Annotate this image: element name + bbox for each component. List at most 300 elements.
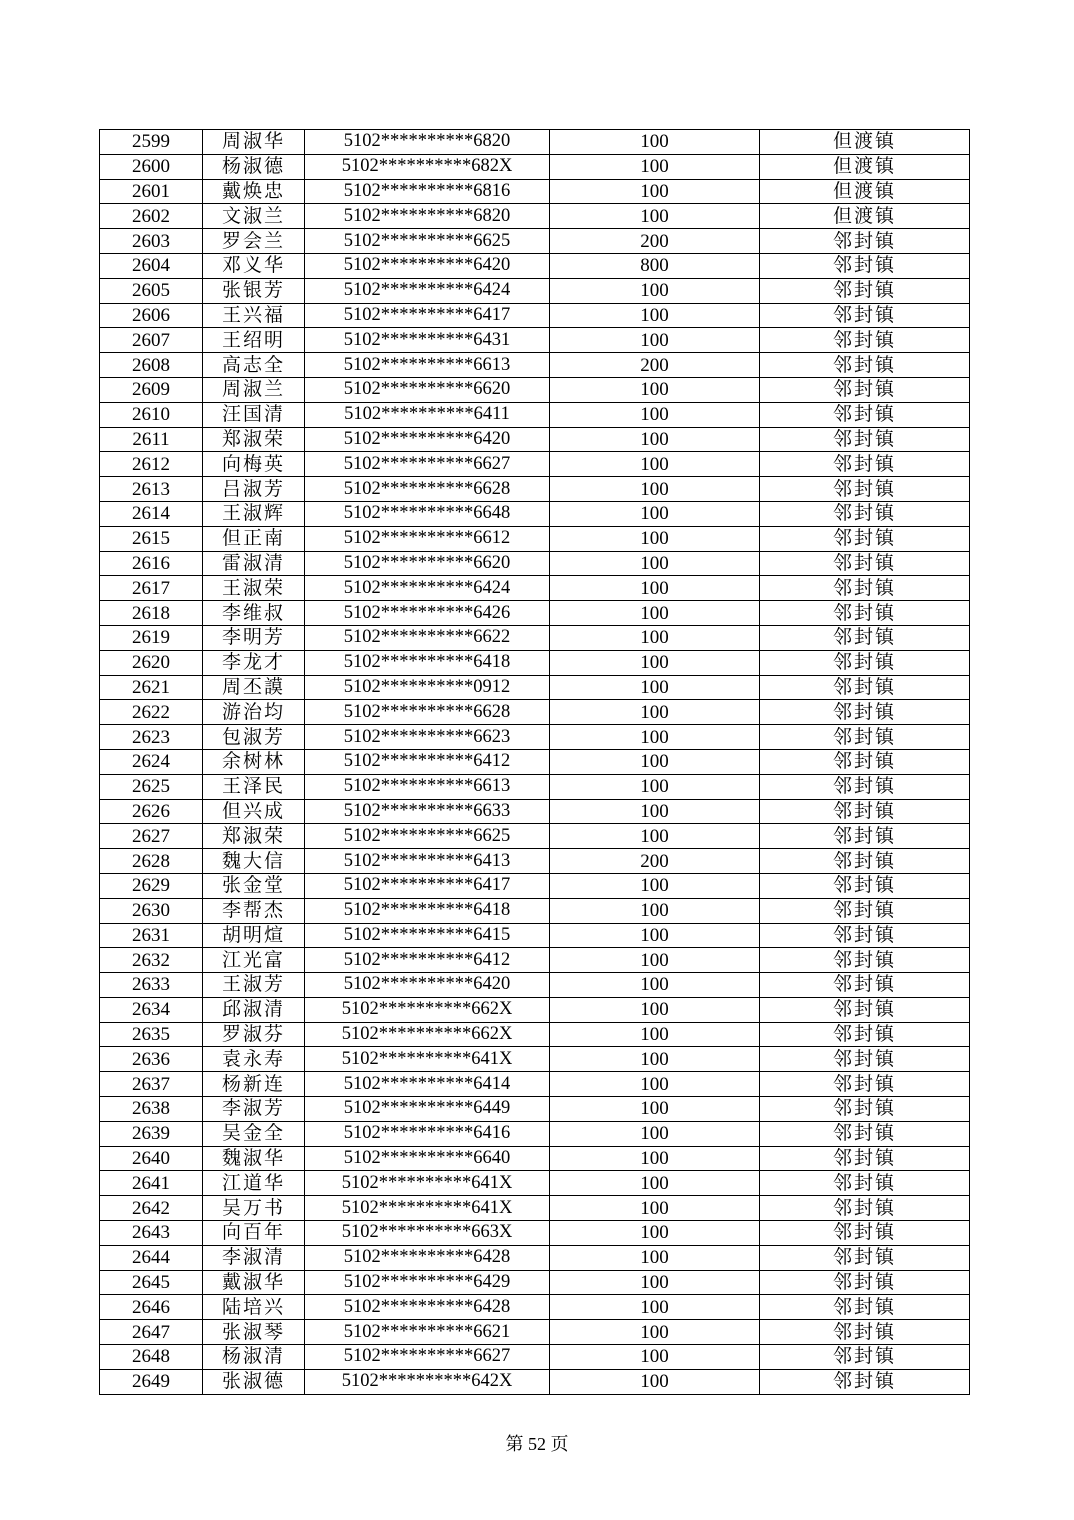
row-index-cell: 2601 [100, 179, 203, 204]
id-number-cell: 5102**********662X [305, 997, 550, 1022]
table-row [100, 1369, 970, 1394]
town-cell: 邻封镇 [760, 452, 970, 477]
town-cell: 邻封镇 [760, 873, 970, 898]
table-row [100, 774, 970, 799]
table-row [100, 1022, 970, 1047]
name-cell: 李淑清 [203, 1245, 305, 1270]
row-index-cell: 2626 [100, 799, 203, 824]
id-number-cell: 5102**********6414 [305, 1072, 550, 1097]
name-cell: 吕淑芳 [203, 477, 305, 502]
table-row [100, 402, 970, 427]
id-number-cell: 5102**********6420 [305, 253, 550, 278]
amount-cell: 100 [550, 799, 760, 824]
row-index-cell: 2600 [100, 154, 203, 179]
amount-cell: 100 [550, 402, 760, 427]
name-cell: 戴焕忠 [203, 179, 305, 204]
table-row [100, 328, 970, 353]
id-number-cell: 5102**********6628 [305, 477, 550, 502]
row-index-cell: 2614 [100, 501, 203, 526]
town-cell: 邻封镇 [760, 229, 970, 254]
table-row [100, 1196, 970, 1221]
town-cell: 邻封镇 [760, 1295, 970, 1320]
town-cell: 邻封镇 [760, 253, 970, 278]
table-row [100, 1047, 970, 1072]
amount-cell: 100 [550, 675, 760, 700]
table-row [100, 700, 970, 725]
table-row [100, 824, 970, 849]
town-cell: 邻封镇 [760, 427, 970, 452]
name-cell: 戴淑华 [203, 1270, 305, 1295]
id-number-cell: 5102**********6627 [305, 1345, 550, 1370]
id-number-cell: 5102**********6412 [305, 948, 550, 973]
town-cell: 邻封镇 [760, 1345, 970, 1370]
town-cell: 邻封镇 [760, 1221, 970, 1246]
table-row [100, 1121, 970, 1146]
name-cell: 李帮杰 [203, 898, 305, 923]
town-cell: 邻封镇 [760, 1072, 970, 1097]
town-cell: 邻封镇 [760, 1047, 970, 1072]
row-index-cell: 2641 [100, 1171, 203, 1196]
name-cell: 向梅英 [203, 452, 305, 477]
table-row [100, 452, 970, 477]
amount-cell: 100 [550, 1245, 760, 1270]
name-cell: 包淑芳 [203, 725, 305, 750]
table-row [100, 725, 970, 750]
row-index-cell: 2632 [100, 948, 203, 973]
row-index-cell: 2625 [100, 774, 203, 799]
town-cell: 邻封镇 [760, 774, 970, 799]
amount-cell: 100 [550, 154, 760, 179]
id-number-cell: 5102**********6620 [305, 377, 550, 402]
id-number-cell: 5102**********6621 [305, 1320, 550, 1345]
table-row [100, 948, 970, 973]
amount-cell: 100 [550, 1270, 760, 1295]
name-cell: 王兴福 [203, 303, 305, 328]
name-cell: 袁永寿 [203, 1047, 305, 1072]
table-row [100, 501, 970, 526]
name-cell: 向百年 [203, 1221, 305, 1246]
id-number-cell: 5102**********6424 [305, 576, 550, 601]
id-number-cell: 5102**********6418 [305, 650, 550, 675]
town-cell: 邻封镇 [760, 303, 970, 328]
table-row [100, 576, 970, 601]
town-cell: 邻封镇 [760, 526, 970, 551]
table-row [100, 1097, 970, 1122]
town-cell: 邻封镇 [760, 799, 970, 824]
name-cell: 李淑芳 [203, 1097, 305, 1122]
amount-cell: 100 [550, 1369, 760, 1394]
town-cell: 邻封镇 [760, 353, 970, 378]
name-cell: 魏淑华 [203, 1146, 305, 1171]
amount-cell: 100 [550, 1097, 760, 1122]
name-cell: 周淑兰 [203, 377, 305, 402]
name-cell: 张银芳 [203, 278, 305, 303]
town-cell: 邻封镇 [760, 675, 970, 700]
name-cell: 张淑德 [203, 1369, 305, 1394]
amount-cell: 100 [550, 625, 760, 650]
row-index-cell: 2633 [100, 973, 203, 998]
table-row [100, 278, 970, 303]
table-body [100, 130, 970, 1395]
town-cell: 邻封镇 [760, 997, 970, 1022]
amount-cell: 100 [550, 477, 760, 502]
table-row [100, 154, 970, 179]
row-index-cell: 2644 [100, 1245, 203, 1270]
row-index-cell: 2646 [100, 1295, 203, 1320]
row-index-cell: 2599 [100, 130, 203, 155]
town-cell: 邻封镇 [760, 1121, 970, 1146]
amount-cell: 100 [550, 973, 760, 998]
table-row [100, 625, 970, 650]
town-cell: 邻封镇 [760, 576, 970, 601]
amount-cell: 100 [550, 130, 760, 155]
name-cell: 王淑荣 [203, 576, 305, 601]
name-cell: 游治均 [203, 700, 305, 725]
row-index-cell: 2623 [100, 725, 203, 750]
town-cell: 邻封镇 [760, 725, 970, 750]
row-index-cell: 2603 [100, 229, 203, 254]
amount-cell: 100 [550, 1146, 760, 1171]
amount-cell: 800 [550, 253, 760, 278]
town-cell: 邻封镇 [760, 1146, 970, 1171]
name-cell: 王淑芳 [203, 973, 305, 998]
town-cell: 邻封镇 [760, 625, 970, 650]
town-cell: 邻封镇 [760, 849, 970, 874]
name-cell: 江道华 [203, 1171, 305, 1196]
id-number-cell: 5102**********6613 [305, 774, 550, 799]
amount-cell: 100 [550, 377, 760, 402]
amount-cell: 100 [550, 452, 760, 477]
amount-cell: 100 [550, 278, 760, 303]
table-row [100, 1146, 970, 1171]
id-number-cell: 5102**********6428 [305, 1245, 550, 1270]
amount-cell: 100 [550, 204, 760, 229]
row-index-cell: 2615 [100, 526, 203, 551]
town-cell: 邻封镇 [760, 923, 970, 948]
row-index-cell: 2613 [100, 477, 203, 502]
row-index-cell: 2636 [100, 1047, 203, 1072]
row-index-cell: 2607 [100, 328, 203, 353]
table-row [100, 849, 970, 874]
table-row [100, 799, 970, 824]
name-cell: 江光富 [203, 948, 305, 973]
name-cell: 邱淑清 [203, 997, 305, 1022]
id-number-cell: 5102**********641X [305, 1047, 550, 1072]
amount-cell: 200 [550, 849, 760, 874]
name-cell: 罗淑芬 [203, 1022, 305, 1047]
town-cell: 邻封镇 [760, 1369, 970, 1394]
id-number-cell: 5102**********6417 [305, 303, 550, 328]
row-index-cell: 2627 [100, 824, 203, 849]
row-index-cell: 2647 [100, 1320, 203, 1345]
page-number: 第 52 页 [505, 1434, 569, 1454]
id-number-cell: 5102**********0912 [305, 675, 550, 700]
id-number-cell: 5102**********6431 [305, 328, 550, 353]
table-row [100, 675, 970, 700]
name-cell: 文淑兰 [203, 204, 305, 229]
town-cell: 但渡镇 [760, 179, 970, 204]
id-number-cell: 5102**********6648 [305, 501, 550, 526]
id-number-cell: 5102**********6417 [305, 873, 550, 898]
town-cell: 邻封镇 [760, 402, 970, 427]
id-number-cell: 5102**********6424 [305, 278, 550, 303]
name-cell: 郑淑荣 [203, 427, 305, 452]
id-number-cell: 5102**********6428 [305, 1295, 550, 1320]
id-number-cell: 5102**********6449 [305, 1097, 550, 1122]
table-row [100, 253, 970, 278]
amount-cell: 100 [550, 427, 760, 452]
id-number-cell: 5102**********6420 [305, 427, 550, 452]
row-index-cell: 2619 [100, 625, 203, 650]
town-cell: 邻封镇 [760, 278, 970, 303]
town-cell: 邻封镇 [760, 948, 970, 973]
amount-cell: 100 [550, 1171, 760, 1196]
id-number-cell: 5102**********641X [305, 1196, 550, 1221]
town-cell: 但渡镇 [760, 154, 970, 179]
row-index-cell: 2624 [100, 749, 203, 774]
row-index-cell: 2629 [100, 873, 203, 898]
id-number-cell: 5102**********641X [305, 1171, 550, 1196]
amount-cell: 100 [550, 1320, 760, 1345]
table-row [100, 1221, 970, 1246]
row-index-cell: 2612 [100, 452, 203, 477]
table-row [100, 973, 970, 998]
town-cell: 邻封镇 [760, 1171, 970, 1196]
id-number-cell: 5102**********6612 [305, 526, 550, 551]
row-index-cell: 2621 [100, 675, 203, 700]
row-index-cell: 2611 [100, 427, 203, 452]
table-row [100, 179, 970, 204]
town-cell: 邻封镇 [760, 898, 970, 923]
town-cell: 邻封镇 [760, 1022, 970, 1047]
row-index-cell: 2609 [100, 377, 203, 402]
table-row [100, 204, 970, 229]
amount-cell: 200 [550, 229, 760, 254]
row-index-cell: 2640 [100, 1146, 203, 1171]
id-number-cell: 5102**********6429 [305, 1270, 550, 1295]
table-row [100, 1320, 970, 1345]
subsidy-list-table [99, 129, 970, 1395]
name-cell: 胡明煊 [203, 923, 305, 948]
row-index-cell: 2610 [100, 402, 203, 427]
amount-cell: 100 [550, 1295, 760, 1320]
town-cell: 邻封镇 [760, 749, 970, 774]
table-row [100, 1171, 970, 1196]
town-cell: 但渡镇 [760, 204, 970, 229]
town-cell: 邻封镇 [760, 973, 970, 998]
name-cell: 罗会兰 [203, 229, 305, 254]
table-row [100, 353, 970, 378]
name-cell: 但正南 [203, 526, 305, 551]
row-index-cell: 2638 [100, 1097, 203, 1122]
row-index-cell: 2608 [100, 353, 203, 378]
row-index-cell: 2645 [100, 1270, 203, 1295]
id-number-cell: 5102**********6413 [305, 849, 550, 874]
id-number-cell: 5102**********6640 [305, 1146, 550, 1171]
amount-cell: 100 [550, 997, 760, 1022]
name-cell: 杨新连 [203, 1072, 305, 1097]
town-cell: 邻封镇 [760, 501, 970, 526]
town-cell: 邻封镇 [760, 601, 970, 626]
amount-cell: 100 [550, 749, 760, 774]
table-row [100, 601, 970, 626]
amount-cell: 100 [550, 1196, 760, 1221]
amount-cell: 100 [550, 1072, 760, 1097]
id-number-cell: 5102**********6633 [305, 799, 550, 824]
name-cell: 李明芳 [203, 625, 305, 650]
row-index-cell: 2649 [100, 1369, 203, 1394]
table-row [100, 650, 970, 675]
amount-cell: 100 [550, 700, 760, 725]
id-number-cell: 5102**********6625 [305, 824, 550, 849]
id-number-cell: 5102**********6613 [305, 353, 550, 378]
id-number-cell: 5102**********6416 [305, 1121, 550, 1146]
table-row [100, 873, 970, 898]
table-row [100, 923, 970, 948]
id-number-cell: 5102**********6415 [305, 923, 550, 948]
amount-cell: 100 [550, 824, 760, 849]
name-cell: 李维叔 [203, 601, 305, 626]
town-cell: 邻封镇 [760, 700, 970, 725]
amount-cell: 100 [550, 650, 760, 675]
name-cell: 张淑琴 [203, 1320, 305, 1345]
amount-cell: 100 [550, 526, 760, 551]
amount-cell: 100 [550, 1121, 760, 1146]
amount-cell: 100 [550, 873, 760, 898]
name-cell: 邓义华 [203, 253, 305, 278]
table-row [100, 749, 970, 774]
row-index-cell: 2606 [100, 303, 203, 328]
table-row [100, 551, 970, 576]
table-row [100, 1345, 970, 1370]
name-cell: 张金堂 [203, 873, 305, 898]
town-cell: 邻封镇 [760, 377, 970, 402]
row-index-cell: 2604 [100, 253, 203, 278]
name-cell: 周丕謨 [203, 675, 305, 700]
row-index-cell: 2634 [100, 997, 203, 1022]
name-cell: 王绍明 [203, 328, 305, 353]
row-index-cell: 2602 [100, 204, 203, 229]
name-cell: 吴金全 [203, 1121, 305, 1146]
amount-cell: 100 [550, 328, 760, 353]
amount-cell: 100 [550, 948, 760, 973]
name-cell: 但兴成 [203, 799, 305, 824]
name-cell: 余树林 [203, 749, 305, 774]
amount-cell: 200 [550, 353, 760, 378]
row-index-cell: 2630 [100, 898, 203, 923]
table-row [100, 526, 970, 551]
name-cell: 雷淑清 [203, 551, 305, 576]
row-index-cell: 2620 [100, 650, 203, 675]
table-row [100, 477, 970, 502]
name-cell: 王淑辉 [203, 501, 305, 526]
table-row [100, 898, 970, 923]
id-number-cell: 5102**********6625 [305, 229, 550, 254]
amount-cell: 100 [550, 501, 760, 526]
table-row [100, 1295, 970, 1320]
town-cell: 邻封镇 [760, 1270, 970, 1295]
row-index-cell: 2648 [100, 1345, 203, 1370]
town-cell: 邻封镇 [760, 328, 970, 353]
id-number-cell: 5102**********6622 [305, 625, 550, 650]
table-row [100, 130, 970, 155]
id-number-cell: 5102**********6411 [305, 402, 550, 427]
id-number-cell: 5102**********6820 [305, 130, 550, 155]
name-cell: 李龙才 [203, 650, 305, 675]
table-row [100, 1270, 970, 1295]
row-index-cell: 2631 [100, 923, 203, 948]
town-cell: 邻封镇 [760, 1245, 970, 1270]
amount-cell: 100 [550, 576, 760, 601]
table-row [100, 1245, 970, 1270]
row-index-cell: 2635 [100, 1022, 203, 1047]
row-index-cell: 2628 [100, 849, 203, 874]
table-row [100, 427, 970, 452]
amount-cell: 100 [550, 303, 760, 328]
name-cell: 王泽民 [203, 774, 305, 799]
id-number-cell: 5102**********6816 [305, 179, 550, 204]
town-cell: 邻封镇 [760, 824, 970, 849]
table-row [100, 377, 970, 402]
row-index-cell: 2622 [100, 700, 203, 725]
name-cell: 周淑华 [203, 130, 305, 155]
name-cell: 郑淑荣 [203, 824, 305, 849]
town-cell: 邻封镇 [760, 1196, 970, 1221]
id-number-cell: 5102**********663X [305, 1221, 550, 1246]
row-index-cell: 2643 [100, 1221, 203, 1246]
row-index-cell: 2639 [100, 1121, 203, 1146]
amount-cell: 100 [550, 1047, 760, 1072]
town-cell: 邻封镇 [760, 551, 970, 576]
id-number-cell: 5102**********6620 [305, 551, 550, 576]
amount-cell: 100 [550, 601, 760, 626]
table-row [100, 303, 970, 328]
name-cell: 杨淑清 [203, 1345, 305, 1370]
town-cell: 但渡镇 [760, 130, 970, 155]
table-row [100, 229, 970, 254]
town-cell: 邻封镇 [760, 650, 970, 675]
id-number-cell: 5102**********6627 [305, 452, 550, 477]
row-index-cell: 2642 [100, 1196, 203, 1221]
id-number-cell: 5102**********6418 [305, 898, 550, 923]
id-number-cell: 5102**********6820 [305, 204, 550, 229]
id-number-cell: 5102**********6628 [305, 700, 550, 725]
table-row [100, 997, 970, 1022]
id-number-cell: 5102**********6623 [305, 725, 550, 750]
row-index-cell: 2618 [100, 601, 203, 626]
town-cell: 邻封镇 [760, 1320, 970, 1345]
amount-cell: 100 [550, 725, 760, 750]
amount-cell: 100 [550, 774, 760, 799]
name-cell: 杨淑德 [203, 154, 305, 179]
amount-cell: 100 [550, 898, 760, 923]
amount-cell: 100 [550, 923, 760, 948]
amount-cell: 100 [550, 1221, 760, 1246]
row-index-cell: 2616 [100, 551, 203, 576]
id-number-cell: 5102**********6420 [305, 973, 550, 998]
town-cell: 邻封镇 [760, 1097, 970, 1122]
row-index-cell: 2617 [100, 576, 203, 601]
name-cell: 汪国清 [203, 402, 305, 427]
amount-cell: 100 [550, 179, 760, 204]
name-cell: 吴万书 [203, 1196, 305, 1221]
amount-cell: 100 [550, 1345, 760, 1370]
table-row [100, 1072, 970, 1097]
name-cell: 高志全 [203, 353, 305, 378]
town-cell: 邻封镇 [760, 477, 970, 502]
amount-cell: 100 [550, 551, 760, 576]
id-number-cell: 5102**********642X [305, 1369, 550, 1394]
